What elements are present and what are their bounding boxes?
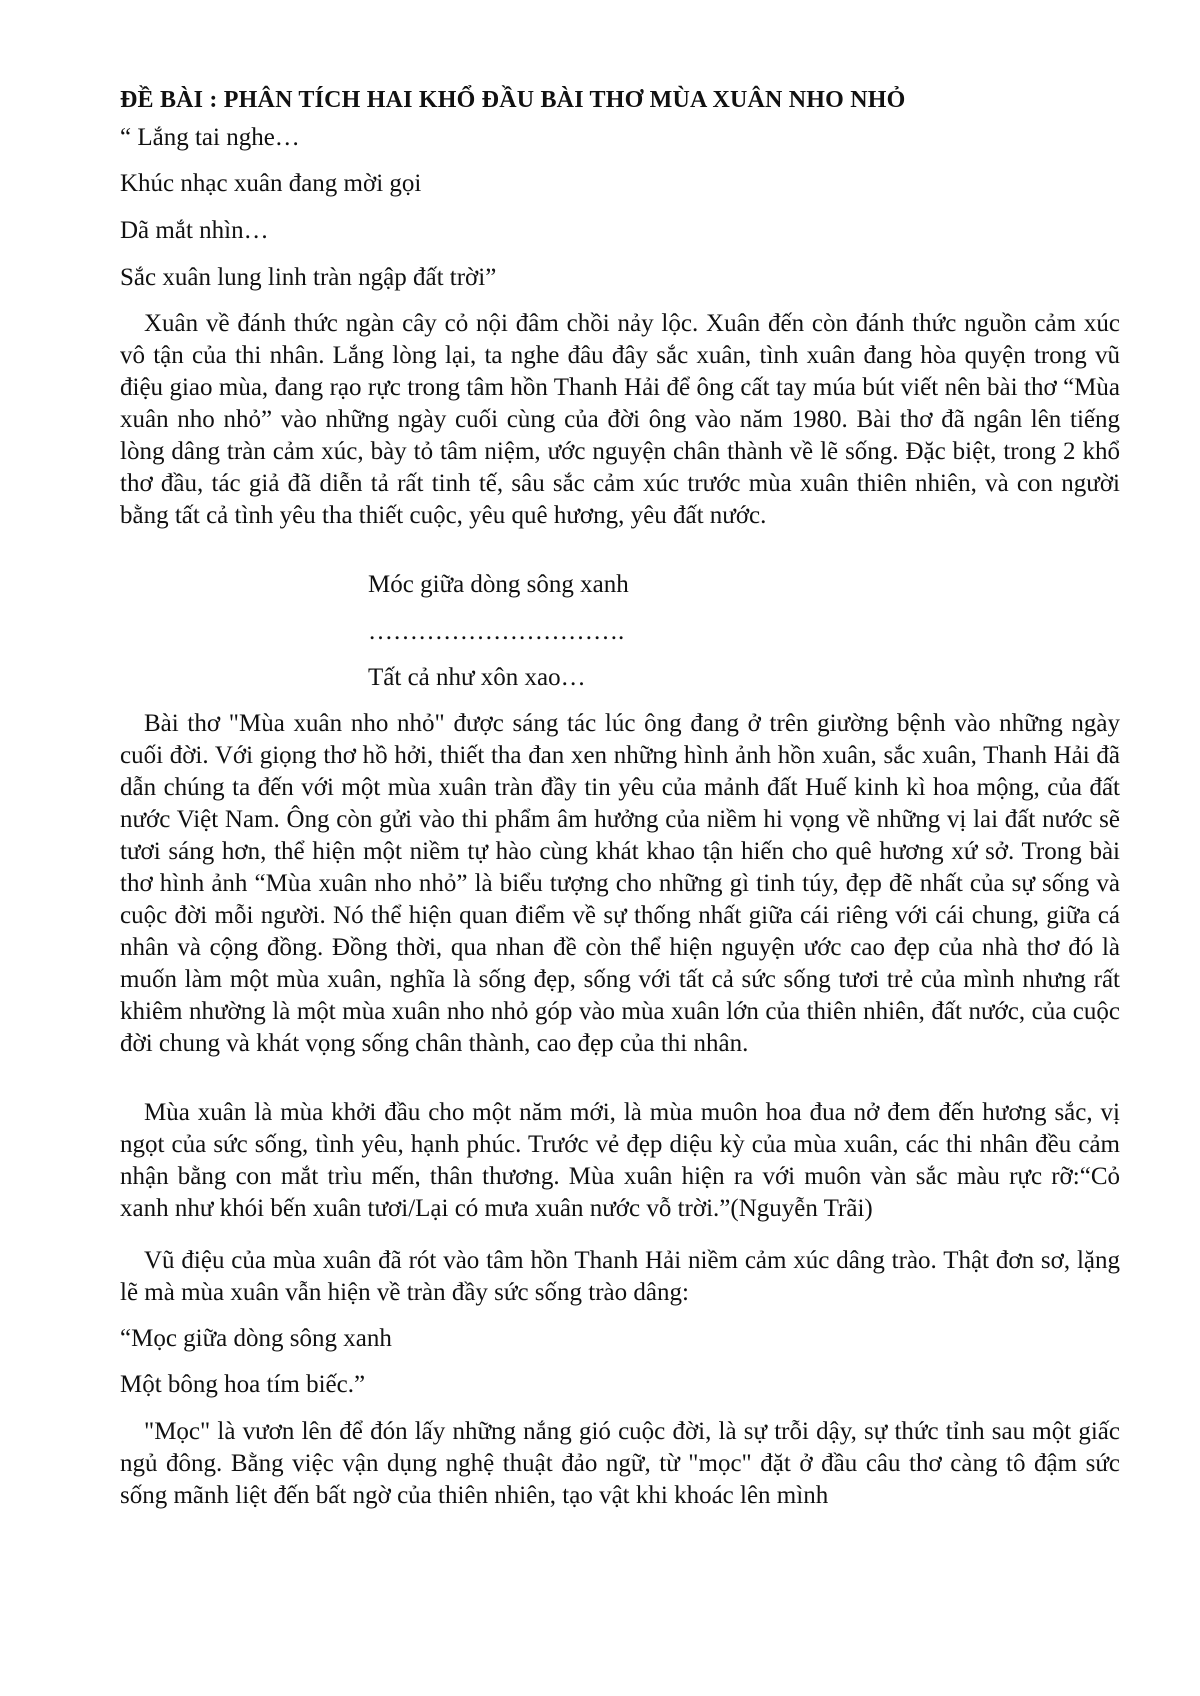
quote-line: Móc giữa dòng sông xanh [368,571,629,598]
body-paragraph: Mùa xuân là mùa khởi đầu cho một năm mới, là mùa muôn hoa đua nở đem đến hương sắc, vị ngọt của sức sống, tình yêu, hạnh phúc. Trước vẻ đẹp diệu kỳ của mùa xuân, các thi nhân đều cảm nhận bằng con mắt trìu mến, thân thương. Mùa xuân hiện ra với muôn vàn sắc màu rực rỡ:“Cỏ xanh như khói bến xuân tươi/Lại có mưa xuân nước vỗ trời.”(Nguyễn Trãi) [120,1099,1120,1222]
quote-ellipsis: …………………………. [368,618,625,645]
quote-line: Một bông hoa tím biếc.” [120,1371,366,1398]
body-paragraph: Xuân về đánh thức ngàn cây cỏ nội đâm chồi nảy lộc. Xuân đến còn đánh thức nguồn cảm xúc vô tận của thi nhân. Lắng lòng lại, ta nghe đâu đây sắc xuân, tình xuân đang hòa quyện trong vũ điệu giao mùa, đang rạo rực trong tâm hồn Thanh Hải để ông cất tay múa bút viết nên bài thơ “Mùa xuân nho nhỏ” vào những ngày cuối cùng của đời ông vào năm 1980. Bài thơ đã ngân lên tiếng lòng dâng tràn cảm xúc, bày tỏ tâm niệm, ước nguyện chân thành về lẽ sống. Đặc biệt, trong 2 khổ thơ đầu, tác giả đã diễn tả rất tinh tế, sâu sắc cảm xúc trước mùa xuân thiên nhiên, và con người bằng tất cả tình yêu tha thiết cuộc, yêu quê hương, yêu đất nước. [120,310,1120,529]
epigraph-line: Sắc xuân lung linh tràn ngập đất trời” [120,264,497,291]
quote-line: Tất cả như xôn xao… [368,664,586,691]
quote-line: “Mọc giữa dòng sông xanh [120,1325,392,1352]
body-paragraph: "Mọc" là vươn lên để đón lấy những nắng gió cuộc đời, là sự trỗi dậy, sự thức tỉnh sau một giấc ngủ đông. Bằng việc vận dụng nghệ thuật đảo ngữ, từ "mọc" đặt ở đầu câu thơ càng tô đậm sức sống mãnh liệt đến bất ngờ của thiên nhiên, tạo vật khi khoác lên mình [120,1418,1120,1509]
body-paragraph: Bài thơ "Mùa xuân nho nhỏ" được sáng tác lúc ông đang ở trên giường bệnh vào những ngày cuối đời. Với giọng thơ hồ hởi, thiết tha đan xen những hình ảnh hồn xuân, sắc xuân, Thanh Hải đã dẫn chúng ta đến với một mùa xuân tràn đầy tin yêu của mảnh đất Huế kinh kì hoa mộng, của đất nước Việt Nam. Ông còn gửi vào thi phẩm âm hưởng của niềm hi vọng về những vị lai đất nước sẽ tươi sáng hơn, thể hiện một niềm tự hào cùng khát khao tận hiến cho quê hương xứ sở. Trong bài thơ hình ảnh “Mùa xuân nho nhỏ” là biểu tượng cho những gì tinh túy, đẹp đẽ nhất của sự sống và cuộc đời mỗi người. Nó thể hiện quan điểm về sự thống nhất giữa cái riêng với cái chung, giữa cá nhân và cộng đồng. Đồng thời, qua nhan đề còn thể hiện nguyện ước cao đẹp của nhà thơ đó là muốn làm một mùa xuân, nghĩa là sống đẹp, sống với tất cả sức sống tươi trẻ của mình nhưng rất khiêm nhường là một mùa xuân nho nhỏ góp vào mùa xuân lớn của thiên nhiên, đất nước, của cuộc đời chung và khát vọng sống chân thành, cao đẹp của thi nhân. [120,710,1120,1057]
page-title: ĐỀ BÀI : PHÂN TÍCH HAI KHỔ ĐẦU BÀI THƠ MÙA XUÂN NHO NHỎ [120,87,906,113]
epigraph-line: “ Lắng tai nghe… [120,124,300,151]
body-paragraph: Vũ điệu của mùa xuân đã rót vào tâm hồn Thanh Hải niềm cảm xúc dâng trào. Thật đơn sơ, lặng lẽ mà mùa xuân vẫn hiện về tràn đầy sức sống trào dâng: [120,1247,1120,1306]
epigraph-line: Khúc nhạc xuân đang mời gọi [120,170,422,197]
epigraph-line: Dã mắt nhìn… [120,217,269,244]
